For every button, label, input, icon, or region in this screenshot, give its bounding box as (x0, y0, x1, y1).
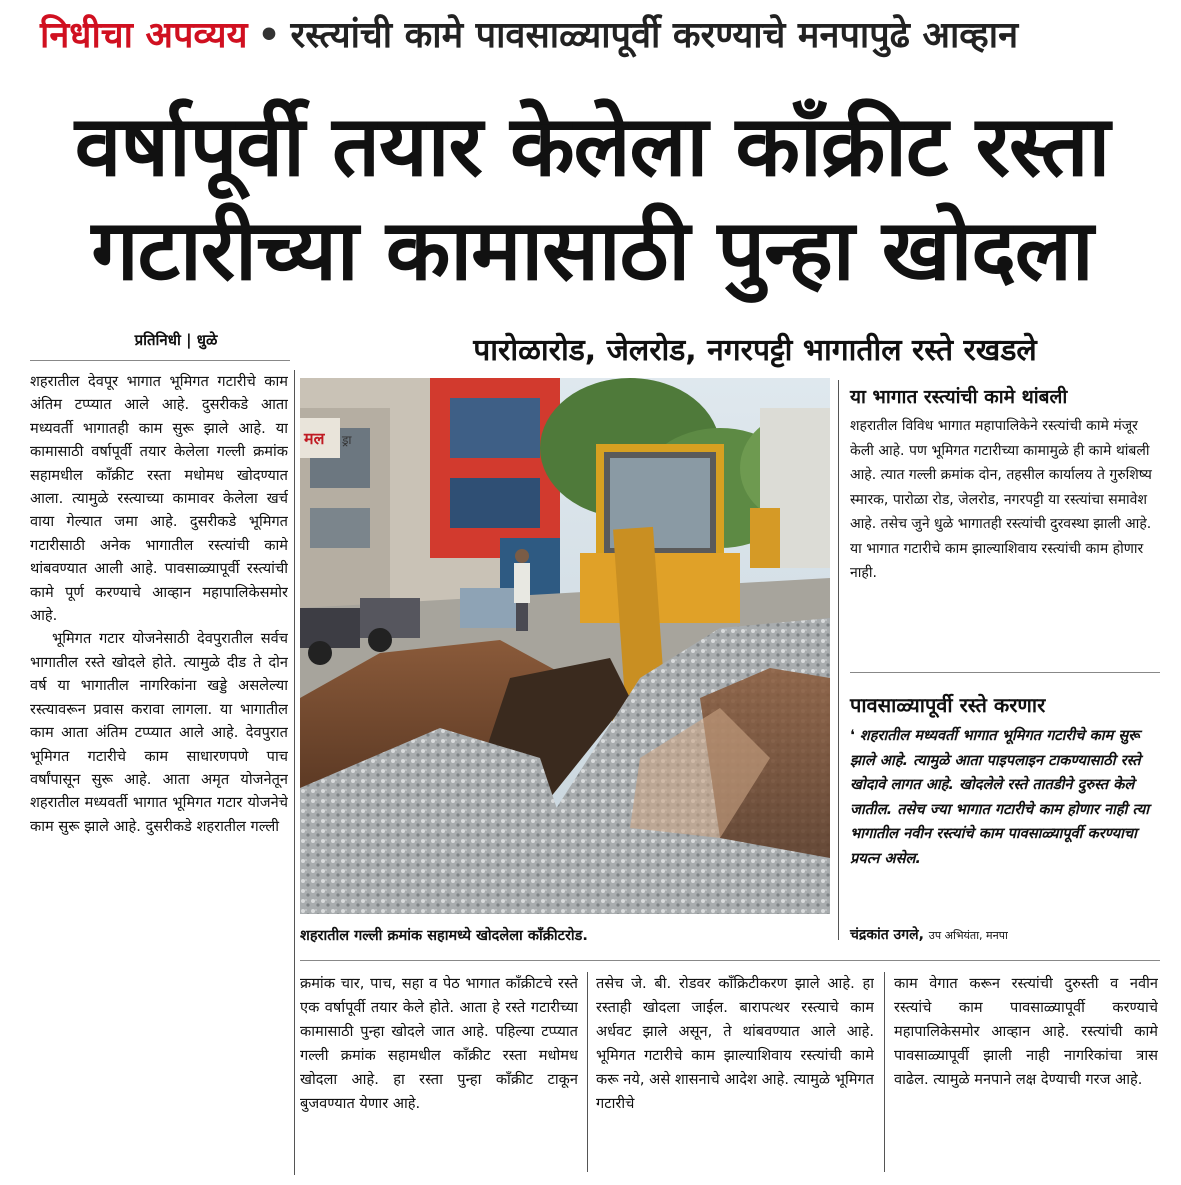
left-column-paragraph-1: शहरातील देवपूर भागात भूमिगत गटारीचे काम अंतिम टप्प्यात आले आहे. दुसरीकडे आता मध्यवर्ती भागातही काम सुरू झाले आहे. या कामासाठी वर्षापूर्वी तयार केलेला गल्ली क्रमांक सहामधील काँक्रीट रस्ता मधोमध खोदण्यात आला. त्यामुळे रस्त्याच्या कामावर केलेला खर्च वाया गेल्यात जमा आहे. दुसरीकडे भूमिगत गटारीसाठी अनेक भागातील रस्त्यांची कामे थांबवण्यात आली आहे. पावसाळ्यापूर्वी रस्त्यांची कामे पूर्ण करण्याचे आव्हान महापालिकेसमोर आहे. (30, 373, 288, 625)
kicker-tag: निधीचा अपव्यय (40, 15, 248, 56)
bottom-column-1 (300, 972, 578, 1177)
shop-sign-text: मल (304, 429, 325, 448)
bottom-column-1-text: क्रमांक चार, पाच, सहा व पेठ भागात काँक्रीटचे रस्ते एक वर्षापूर्वी तयार केले होते. आता हे रस्ते गटारीच्या कामासाठी पुन्हा खोदले जात आहे. पहिल्या टप्प्यात गल्ली क्रमांक सहामधील काँक्रीट रस्ता मधोमध खोदला आहे. हा रस्ता पुन्हा काँक्रीट टाकून बुजवण्यात येणार आहे. (300, 975, 578, 1112)
sidebar-1-body: शहरातील विविध भागात महापालिकेने रस्त्यांची कामे मंजूर केली आहे. पण भूमिगत गटारीच्या कामामुळे ही कामे थांबली आहे. त्यात गल्ली क्रमांक दोन, तहसील कार्यालय ते गुरुशिष्य स्मारक, पारोळा रोड, जेलरोड, नगरपट्टी या रस्त्यांचा समावेश आहे. तसेच जुने धुळे भागातही रस्त्यांची दुरवस्था झाली आहे. या भागात गटारीचे काम झाल्याशिवाय रस्त्यांची काम होणार नाही. (850, 418, 1152, 581)
left-column (30, 370, 288, 1178)
sidebar-divider (850, 672, 1160, 673)
photo-caption: शहरातील गल्ली क्रमांक सहामध्ये खोदलेला काँक्रीटरोड. (300, 928, 588, 944)
bottom-column-2 (596, 972, 874, 1177)
excavation-scene-image (300, 378, 830, 914)
bottom-column-2-text: तसेच जे. बी. रोडवर काँक्रिटीकरण झाले आहे. हा रस्ताही खोदला जाईल. बारापत्थर रस्त्याचे काम अर्धवट झाले असून, ते थांबवण्यात आले आहे. भूमिगत गटारीचे काम झाल्याशिवाय रस्त्यांची कामे करू नये, असे शासनाचे आदेश आहे. त्यामुळे भूमिगत गटारीचे (596, 975, 874, 1112)
byline-rule (30, 360, 290, 361)
subhead: पारोळारोड, जेलरोड, नगरपट्टी भागातील रस्ते रखडले (473, 333, 1037, 368)
column-rule-bottom-2 (884, 972, 885, 1172)
signature-name: चंद्रकांत उगले, (850, 927, 924, 943)
sidebar-2-heading: पावसाळ्यापूर्वी रस्ते करणार (850, 693, 1046, 717)
bottom-column-3-text: काम वेगात करून रस्त्यांची दुरुस्ती व नवीन रस्त्यांचे काम पावसाळ्यापूर्वी करण्याचे महापालिकेसमोर आव्हान आहे. रस्त्यांची कामे पावसाळ्यापूर्वी झाली नाही नागरिकांचा त्रास वाढेल. त्यामुळे मनपाने लक्ष देण्याची गरज आहे. (894, 975, 1158, 1088)
shop-sign-text-2: ड्रा (342, 433, 352, 447)
sidebar-1-heading: या भागात रस्त्यांची कामे थांबली (850, 386, 1068, 408)
kicker-text: रस्त्यांची कामे पावसाळ्यापूर्वी करण्याचे मनपापुढे आव्हान (290, 15, 1019, 56)
news-photo (300, 378, 830, 914)
signature-designation: उप अभियंता, मनपा (928, 929, 1008, 942)
byline: प्रतिनिधी | धुळे (134, 331, 218, 349)
sidebar-2-body: शहरातील मध्यवर्ती भागात भूमिगत गटारीचे काम सुरू झाले आहे. त्यामुळे आता पाइपलाइन टाकण्यासाठी रस्ते खोदावे लागत आहे. खोदलेले रस्ते तातडीने दुरुस्त केले जातील. तसेच ज्या भागात गटारीचे काम होणार नाही त्या भागातील नवीन रस्त्यांचे काम पावसाळ्यापूर्वी करण्याचा प्रयत्न असेल. (850, 727, 1149, 867)
bottom-section-rule (300, 960, 1160, 961)
sidebar-2-quote (850, 724, 1155, 920)
column-rule-bottom-1 (587, 972, 588, 1172)
headline-line-1: वर्षापूर्वी तयार केलेला काँक्रीट रस्ता (74, 97, 1110, 195)
bottom-column-3 (894, 972, 1158, 1177)
quote-signature (850, 922, 1160, 948)
kicker-bullet: • (257, 15, 281, 56)
column-rule-left (294, 370, 295, 1175)
kicker-line (40, 6, 1160, 66)
column-rule-right (838, 380, 839, 940)
headline-line-2: गटारीच्या कामासाठी पुन्हा खोदला (91, 201, 1093, 299)
left-column-paragraph-2: भूमिगत गटार योजनेसाठी देवपुरातील सर्वच भागातील रस्ते खोदले होते. त्यामुळे दीड ते दोन वर्ष या भागातील नागरिकांना खड्डे असलेल्या रस्त्यावरून प्रवास करावा लागला. या भागातील काम आता अंतिम टप्प्यात आले आहे. देवपुरात भूमिगत गटारीचे काम साधारणपणे पाच वर्षांपासून सुरू आहे. आता अमृत योजनेतून शहरातील मध्यवर्ती भागात भूमिगत गटार योजनेचे काम सुरू झाले आहे. दुसरीकडे शहरातील गल्ली (30, 630, 288, 835)
quote-mark-icon: ❛ (850, 727, 855, 744)
